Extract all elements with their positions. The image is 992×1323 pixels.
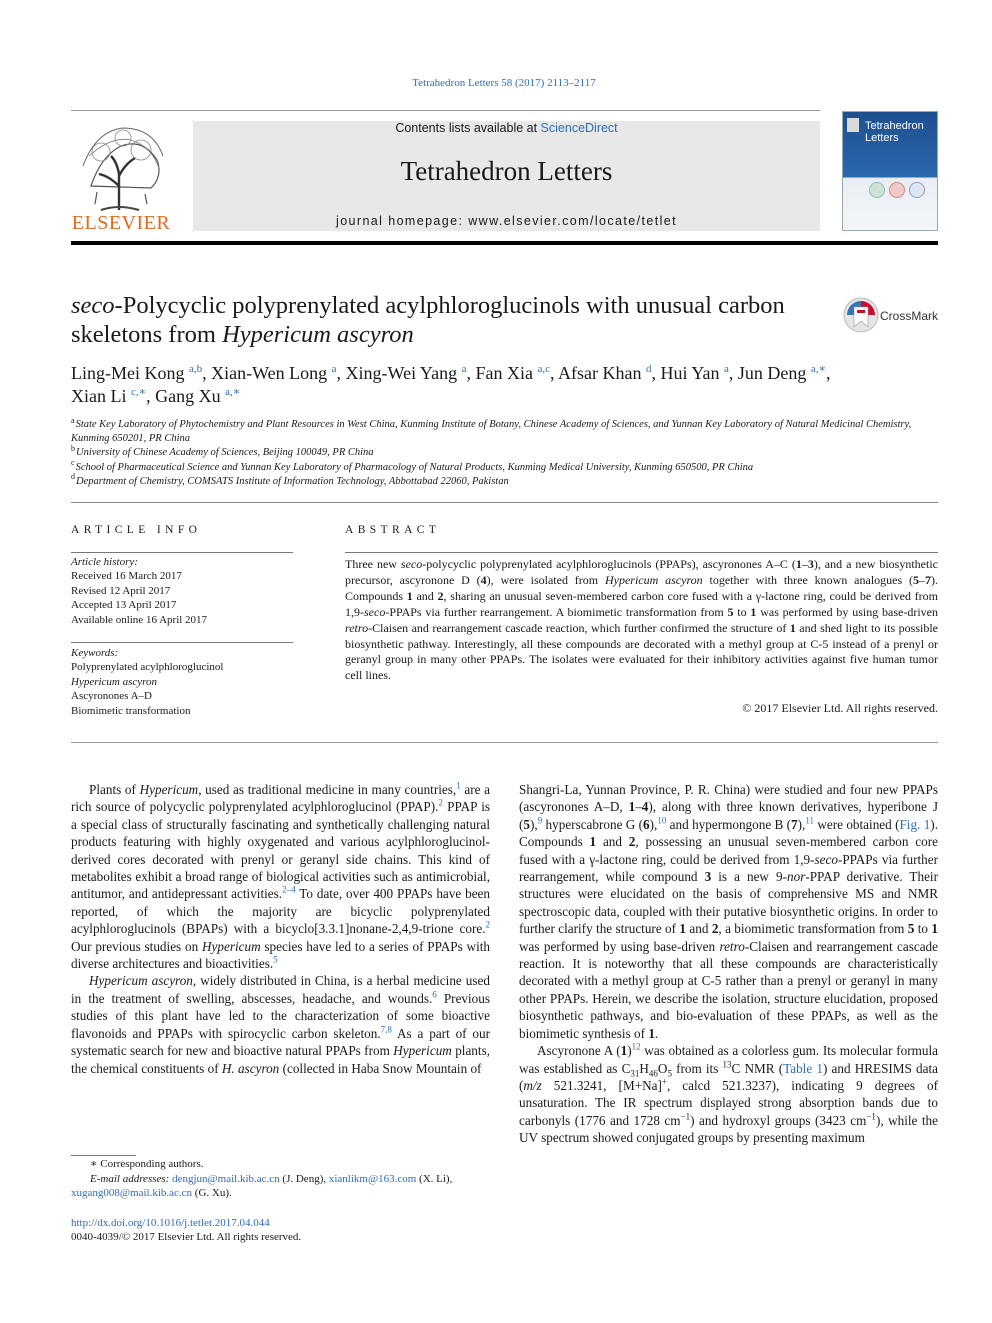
divider: [71, 552, 293, 553]
header-rule: [71, 110, 820, 111]
author[interactable]: Jun Deng $^{a,∗}$: [737, 363, 827, 383]
citation-link[interactable]: 2: [485, 919, 490, 930]
keyword: Biomimetic transformation: [71, 704, 191, 717]
article-history: Article history: Received 16 March 2017 Revised 12 April 2017 Accepted 13 April 2017 Available online 16 April 2017: [71, 555, 293, 627]
table-link[interactable]: Table 1: [783, 1060, 823, 1076]
article-info-heading: ARTICLE INFO: [71, 524, 202, 536]
journal-name: Tetrahedron Letters: [400, 156, 613, 186]
cover-title: Tetrahedron Letters: [865, 120, 924, 144]
author[interactable]: Gang Xu $^{a,∗}$: [155, 386, 241, 406]
corresponding-note: ∗ Corresponding authors.: [90, 1158, 204, 1170]
citation-link[interactable]: 10: [657, 815, 667, 826]
body-column-right: [519, 781, 938, 1206]
journal-reference-link[interactable]: Tetrahedron Letters 58 (2017) 2113–2117: [412, 77, 596, 89]
body-paragraph: Ascyronone A (1)$^{12}$ was obtained as a colorless gum. Its molecular formula was established as $C_{31}H_{46}O_5$ from its $^{13}$C NMR (Table 1) and HRESIMS data (m/z 521.3241, [M+Na]+, calcd 521.3237), indicating 9 degrees of unsaturation. The IR spectrum displayed strong absorption bands due to carbonyls (1776 and 1728 $cm^{-1}$) and hydroxyl groups (3423 $cm^{-1}$), while the UV spectrum showed conjugated groups by presenting maximum: [519, 1041, 938, 1146]
author-list: Ling-Mei Kong $^{a,b}$, Xian-Wen Long $^a$, Xing-Wei Yang $^a$, Fan Xia $^{a,c}$, Afsar Khan $^d$, Hui Yan $^a$, Jun Deng $^{a,∗}$, Xian Li $^{c,∗}$, Gang Xu $^{a,∗}$: [71, 363, 831, 406]
body-column-left: [71, 781, 490, 1133]
cover-graphic-icon: [909, 182, 925, 198]
issn-line: 0040-4039/© 2017 Elsevier Ltd. All rights reserved.: [71, 1231, 302, 1243]
body-paragraph: Plants of Hypericum, used as traditional medicine in many countries,$^1$ are a rich source of polycyclic polyprenylated acylphloroglucinol (PPAP).$^2$ PPAP is a special class of structurally fascinating and synthetically challenging natural products featuring with highly oxygenated and various acylphloroglucinol-derived cores decorated with prenyl or geranyl side chains. This kind of metabolites exhibit a broad range of biological activities such as antimicrobial, antitumor, and antidepressant activities.$^{2-4}$ To date, over 400 PPAPs have been reported, of which the majority are bicyclic polyprenylated acylphloroglucinols (BPAPs) with a bicyclo[3.3.1]nonane-2,4,9-trione core.$^2$ Our previous studies on Hypericum species have led to a series of PPAPs with diverse architectures and bioactivities.$^5$: [71, 781, 490, 972]
doi-link[interactable]: http://dx.doi.org/10.1016/j.tetlet.2017.04.044: [71, 1217, 270, 1229]
footnotes: [71, 1157, 490, 1201]
journal-homepage[interactable]: journal homepage: www.elsevier.com/locate/tetlet: [336, 214, 677, 228]
author[interactable]: Fan Xia $^{a,c}$: [475, 363, 550, 383]
header-rule-thick: [71, 241, 938, 245]
history-item: Received 16 March 2017: [71, 570, 182, 583]
author[interactable]: Xing-Wei Yang $^a$: [345, 363, 467, 383]
divider: [345, 552, 938, 553]
keyword: Hypericum ascyron: [71, 675, 158, 688]
crossmark-label[interactable]: CrossMark: [880, 309, 939, 323]
email-note: xugang008@mail.kib.ac.cn (G. Xu).: [71, 1187, 232, 1200]
elsevier-wordmark: ELSEVIER: [71, 212, 171, 234]
journal-banner: [193, 121, 820, 231]
author[interactable]: Afsar Khan $^d$: [558, 363, 652, 383]
affiliation: $^d$Department of Chemistry, COMSATS Institute of Information Technology, Abbottabad 22060, Pakistan: [71, 472, 509, 487]
abstract-copyright: © 2017 Elsevier Ltd. All rights reserved.: [742, 701, 938, 715]
email-link[interactable]: xugang008@mail.kib.ac.cn: [71, 1187, 193, 1200]
divider: [71, 642, 293, 643]
history-item: Available online 16 April 2017: [71, 613, 208, 626]
article-title: seco-Polycyclic polyprenylated acylphloroglucinols with unusual carbon skeletons from Hypericum ascyron: [71, 292, 785, 348]
email-link[interactable]: xianlikm@163.com: [328, 1172, 417, 1185]
sciencedirect-link[interactable]: ScienceDirect: [540, 121, 618, 135]
divider: [71, 742, 938, 743]
divider: [71, 502, 938, 503]
cover-graphic-icon: [869, 182, 885, 198]
keyword: Ascyronones A–D: [71, 690, 152, 703]
citation-link[interactable]: 12: [631, 1041, 641, 1052]
email-link[interactable]: dengjun@mail.kib.ac.cn: [172, 1172, 280, 1185]
affiliation: $^b$University of Chinese Academy of Sciences, Beijing 100049, PR China: [71, 443, 374, 459]
history-item: Revised 12 April 2017: [71, 584, 171, 597]
journal-reference[interactable]: [0, 77, 992, 89]
citation-link[interactable]: 5: [273, 954, 278, 965]
cover-graphic-icon: [889, 182, 905, 198]
keywords: Keywords: Polyprenylated acylphloroglucinol Hypericum ascyron Ascyronones A–D Biomimetic transformation: [71, 646, 293, 718]
figure-link[interactable]: Fig. 1: [899, 816, 931, 832]
abstract-text: Three new seco-polycyclic polyprenylated acylphloroglucinols (PPAPs), ascyronones A–C (1–3), and a new biosynthetic precursor, ascyronone D (4), were isolated from Hypericum ascyron together with three known analogues (5–7). Compounds 1 and 2, sharing an unusual seven-membered carbon core fused with a γ-lactone ring, could be derived from 1,9-seco-PPAPs via further rearrangement. A biomimetic transformation from 5 to 1 was performed by using base-driven retro-Claisen and rearrangement cascade reaction, which further confirmed the structure of 1 and shed light to its possible biosynthetic pathway. Interestingly, all these compounds are decorated with a methyl group at C-5 instead of a prenyl or geranyl group in many other PPAPs. The isolates were evaluated for their inhibitory activities against five human tumor cell lines.: [345, 557, 938, 683]
author[interactable]: Hui Yan $^a$: [660, 363, 729, 383]
citation-link[interactable]: 6: [432, 989, 437, 1000]
citation-link[interactable]: 11: [805, 815, 815, 826]
author[interactable]: Ling-Mei Kong $^{a,b}$: [71, 363, 203, 383]
citation-link[interactable]: 1: [456, 781, 461, 791]
cover-emblem-icon: [847, 118, 859, 132]
citation-link[interactable]: 2: [438, 798, 443, 809]
author[interactable]: Xian-Wen Long $^a$: [211, 363, 337, 383]
elsevier-tree-icon: [71, 116, 171, 212]
body-paragraph: Shangri-La, Yunnan Province, P. R. China) were studied and four new PPAPs (ascyronones A–D, 1–4), along with three known derivatives, hyperibone J (5),$^9$ hyperscabrone G (6),$^{10}$ and hypermongone B (7),$^{11}$ were obtained (Fig. 1). Compounds 1 and 2, possessing an unusual seven-membered carbon core fused with a γ-lactone ring, could be derived from 1,9-seco-PPAPs via further rearrangement, while compound 3 is a new 9-nor-PPAP derivative. Their structures were elucidated on the basis of comprehensive MS and NMR spectroscopic data, coupled with their putative biosynthetic origins. In order to further clarify the structure of 1 and 2, a biomimetic transformation from 5 to 1 was performed by using base-driven retro-Claisen and rearrangement cascade reaction. It is noteworthy that all these compounds are characteristically decorated with a methyl group at C-5 rather than a prenyl or geranyl in many other PPAPs. Herein, we describe the isolation, structure elucidation, proposed biosynthetic pathways, and bio-evaluation of these PPAPs, as well as the biomimetic synthesis of 1.: [519, 782, 938, 1041]
email-note: E-mail addresses: dengjun@mail.kib.ac.cn (J. Deng), xianlikm@163.com (X. Li),: [90, 1172, 453, 1185]
affiliations: [71, 415, 931, 489]
citation-link[interactable]: 2–4: [282, 885, 296, 896]
author[interactable]: Xian Li $^{c,∗}$: [71, 386, 147, 406]
citation-link[interactable]: 7,8: [380, 1024, 392, 1035]
keyword: Polyprenylated acylphloroglucinol: [71, 661, 224, 674]
history-item: Accepted 13 April 2017: [71, 599, 177, 612]
affiliation: $^c$School of Pharmaceutical Science and Yunnan Key Laboratory of Pharmacology of Natural Products, Kunming Medical University, Kunming 650500, PR China: [71, 458, 754, 473]
journal-cover[interactable]: [842, 111, 938, 231]
affiliation: $^a$State Key Laboratory of Phytochemistry and Plant Resources in West China, Kunming Institute of Botany, Chinese Academy of Sciences, and Yunnan Key Laboratory of Natural Medicinal Chemistry, Kunming 650201, PR China: [71, 415, 912, 445]
footnote-rule: [71, 1155, 136, 1156]
citation-link[interactable]: 9: [537, 815, 543, 826]
body-paragraph: Hypericum ascyron, widely distributed in China, is a herbal medicine used in the treatment of swelling, abscesses, headache, and wounds.$^6$ Previous studies of this plant have led to the characterization of some bioactive flavonoids and PPAPs with spirocyclic carbon skeleton.$^{7,8}$ As a part of our systematic search for new and bioactive natural PPAPs from Hypericum plants, the chemical constituents of H. ascyron (collected in Haba Snow Mountain of: [71, 973, 490, 1076]
crossmark-icon: [843, 297, 879, 333]
abstract-heading: ABSTRACT: [345, 524, 441, 536]
contents-line: Contents lists available at ScienceDirect: [395, 121, 618, 135]
